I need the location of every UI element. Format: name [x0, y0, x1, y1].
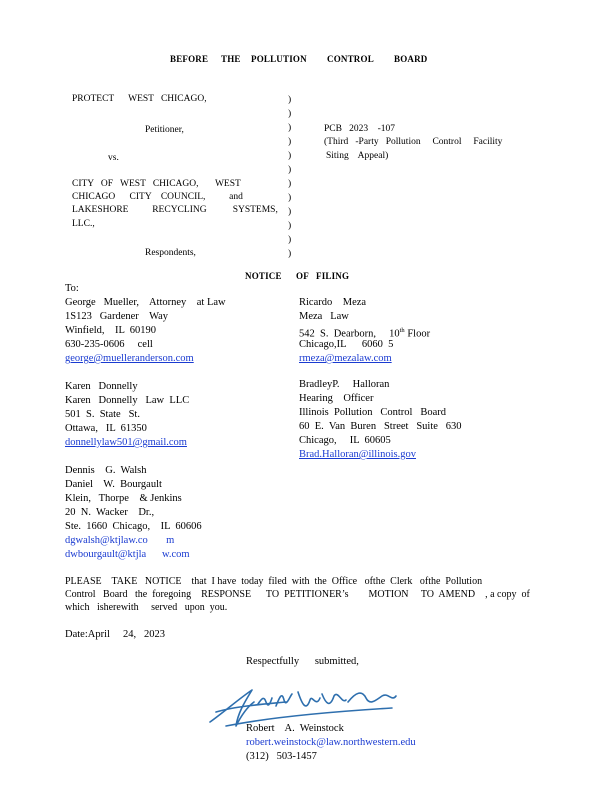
closing-line: Respectfully submitted, [246, 656, 359, 667]
caption-paren: ) [288, 95, 292, 105]
respondent-line-4: LLC., [72, 219, 95, 229]
walsh-email-link[interactable]: dgwalsh@ktjlaw.co m [65, 535, 175, 546]
service-line: Hearing Officer [299, 393, 374, 404]
address-street: 542 S. Dearborn, 10 [299, 328, 400, 340]
respondent-line-1: CITY OF WEST CHICAGO, WEST [72, 179, 241, 189]
case-description-line-2: Siting Appeal) [326, 151, 389, 161]
respondent-line-3: LAKESHORE RECYCLING SYSTEMS, [72, 205, 278, 215]
service-line: Ricardo Meza [299, 297, 367, 308]
service-line: Ottawa, IL 61350 [65, 423, 147, 434]
service-line: 630-235-0606 cell [65, 339, 153, 350]
caption-paren: ) [288, 151, 292, 161]
service-line: Dennis G. Walsh [65, 465, 147, 476]
caption-paren: ) [288, 179, 292, 189]
caption-paren: ) [288, 137, 292, 147]
bourgault-email-link[interactable]: dwbourgault@ktjla w.com [65, 549, 190, 560]
caption-paren: ) [288, 123, 292, 133]
petitioner-label: Petitioner, [145, 125, 184, 135]
header-word-control: CONTROL [327, 54, 374, 64]
notice-title-word-notice: NOTICE [245, 271, 282, 281]
service-line: 501 S. State St. [65, 409, 140, 420]
notice-paragraph-line-1: PLEASE TAKE NOTICE that I have today filed with the Office ofthe Clerk ofthe Pollution [65, 576, 483, 587]
service-line: Chicago,IL 6060 5 [299, 339, 394, 350]
signer-name: Robert A. Weinstock [246, 723, 344, 734]
address-floor: Floor [404, 328, 431, 340]
caption-paren: ) [288, 165, 292, 175]
service-line: Illinois Pollution Control Board [299, 407, 447, 418]
notice-title-word-of: OF [296, 271, 309, 281]
notice-paragraph-line-3: which isherewith served upon you. [65, 602, 228, 613]
caption-paren: ) [288, 207, 292, 217]
signer-phone: (312) 503-1457 [246, 751, 317, 762]
caption-paren: ) [288, 235, 292, 245]
caption-paren: ) [288, 193, 292, 203]
service-line: 1S123 Gardener Way [65, 311, 169, 322]
notice-title-word-filing: FILING [316, 271, 350, 281]
respondent-line-2: CHICAGO CITY COUNCIL, and [72, 192, 243, 202]
respondent-label: Respondents, [145, 248, 196, 258]
header-word-before: BEFORE [170, 54, 209, 64]
service-line: 20 N. Wacker Dr., [65, 507, 155, 518]
meza-email-link[interactable]: rmeza@mezalaw.com [299, 353, 392, 364]
case-description-line-1: (Third -Party Pollution Control Facility [324, 137, 503, 147]
service-line: Karen Donnelly Law LLC [65, 395, 190, 406]
service-line: Winfield, IL 60190 [65, 325, 157, 336]
petitioner-name: PROTECT WEST CHICAGO, [72, 94, 207, 104]
service-line: 60 E. Van Buren Street Suite 630 [299, 421, 462, 432]
versus-label: vs. [108, 153, 119, 163]
service-line: Ste. 1660 Chicago, IL 60606 [65, 521, 202, 532]
caption-paren: ) [288, 109, 292, 119]
filing-date: Date:April 24, 2023 [65, 629, 166, 640]
service-line: Klein, Thorpe & Jenkins [65, 493, 182, 504]
service-line: Karen Donnelly [65, 381, 138, 392]
service-line: Daniel W. Bourgault [65, 479, 162, 490]
header-word-the: THE [221, 54, 241, 64]
case-number: PCB 2023 -107 [324, 124, 395, 134]
header-word-pollution: POLLUTION [251, 54, 307, 64]
donnelly-email-link[interactable]: donnellylaw501@gmail.com [65, 437, 187, 448]
notice-paragraph-line-2: Control Board the foregoing RESPONSE TO PETITIONER’s MOTION TO AMEND , a copy of [65, 589, 530, 600]
caption-paren: ) [288, 221, 292, 231]
service-line: Chicago, IL 60605 [299, 435, 391, 446]
service-line: George Mueller, Attorney at Law [65, 297, 226, 308]
signer-email-link[interactable]: robert.weinstock@law.northwestern.edu [246, 737, 416, 748]
header-word-board: BOARD [394, 54, 428, 64]
halloran-email-link[interactable]: Brad.Halloran@illinois.gov [299, 449, 416, 460]
service-line: BradleyP. Halloran [299, 379, 390, 390]
ordinal-suffix: th [399, 327, 405, 334]
to-label: To: [65, 283, 79, 294]
mueller-email-link[interactable]: george@muelleranderson.com [65, 353, 194, 364]
caption-paren: ) [288, 249, 292, 259]
service-line: Meza Law [299, 311, 349, 322]
